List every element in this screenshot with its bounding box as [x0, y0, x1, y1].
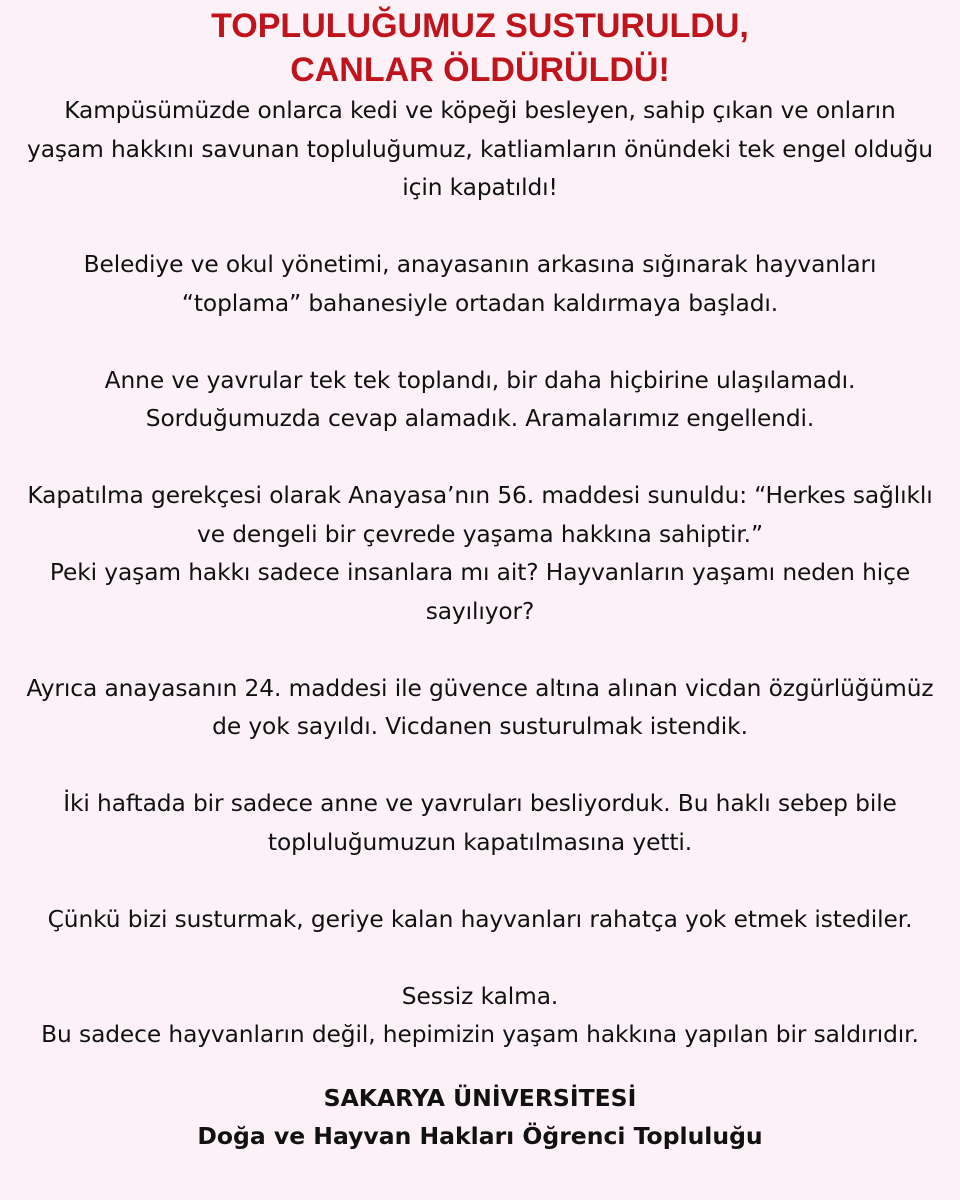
paragraph-8	[0, 978, 960, 1055]
headline-line-2: CANLAR ÖLDÜRÜLDÜ!	[290, 51, 670, 89]
text-line: Anne ve yavrular tek tek toplandı, bir daha hiçbirine ulaşılamadı.	[104, 366, 856, 394]
signature-club: Doğa ve Hayvan Hakları Öğrenci Topluluğu	[197, 1121, 763, 1150]
text-line: İki haftada bir sadece anne ve yavruları besliyorduk. Bu haklı sebep bile	[63, 790, 897, 817]
text-line: “toplama” bahanesiyle ortadan kaldırmaya başladı.	[181, 289, 779, 317]
text-line: Çünkü bizi susturmak, geriye kalan hayvanları rahatça yok etmek istediler.	[47, 905, 913, 933]
text-line: Bu sadece hayvanların değil, hepimizin yaşam hakkına yapılan bir saldırıdır.	[41, 1021, 919, 1048]
text-line: Peki yaşam hakkı sadece insanlara mı ait? Hayvanların yaşamı neden hiçe	[49, 559, 911, 586]
headline-line-1: TOPLULUĞUMUZ SUSTURULDU,	[211, 7, 749, 45]
paragraph-5	[0, 670, 960, 747]
signature-university: SAKARYA ÜNİVERSİTESİ	[323, 1083, 637, 1112]
paragraph-4	[0, 477, 960, 631]
paragraph-7	[0, 901, 960, 940]
text-line: de yok sayıldı. Vicdanen susturulmak istendik.	[212, 713, 748, 740]
text-line: Sorduğumuzda cevap alamadık. Aramalarımız engellendi.	[145, 405, 815, 432]
text-line: Ayrıca anayasanın 24. maddesi ile güvence altına alınan vicdan özgürlüğümüz	[26, 674, 934, 702]
signature	[0, 1079, 960, 1155]
paragraph-1	[0, 92, 960, 208]
text-line: Belediye ve okul yönetimi, anayasanın arkasına sığınarak hayvanları	[83, 251, 877, 278]
statement-body	[0, 92, 960, 1055]
text-line: Kampüsümüzde onlarca kedi ve köpeği besleyen, sahip çıkan ve onların	[64, 97, 896, 124]
text-line: yaşam hakkını savunan topluluğumuz, katliamların önündeki tek engel olduğu	[27, 135, 933, 163]
headline	[0, 0, 960, 92]
paragraph-3	[0, 362, 960, 439]
text-line: için kapatıldı!	[402, 174, 558, 201]
text-line: ve dengeli bir çevrede yaşama hakkına sahiptir.”	[197, 520, 763, 548]
text-line: Kapatılma gerekçesi olarak Anayasa’nın 56. maddesi sunuldu: “Herkes sağlıklı	[27, 482, 933, 509]
text-line: Sessiz kalma.	[401, 982, 559, 1010]
text-line: sayılıyor?	[425, 597, 535, 625]
paragraph-6	[0, 785, 960, 862]
text-line: topluluğumuzun kapatılmasına yetti.	[267, 828, 693, 856]
paragraph-2	[0, 246, 960, 323]
